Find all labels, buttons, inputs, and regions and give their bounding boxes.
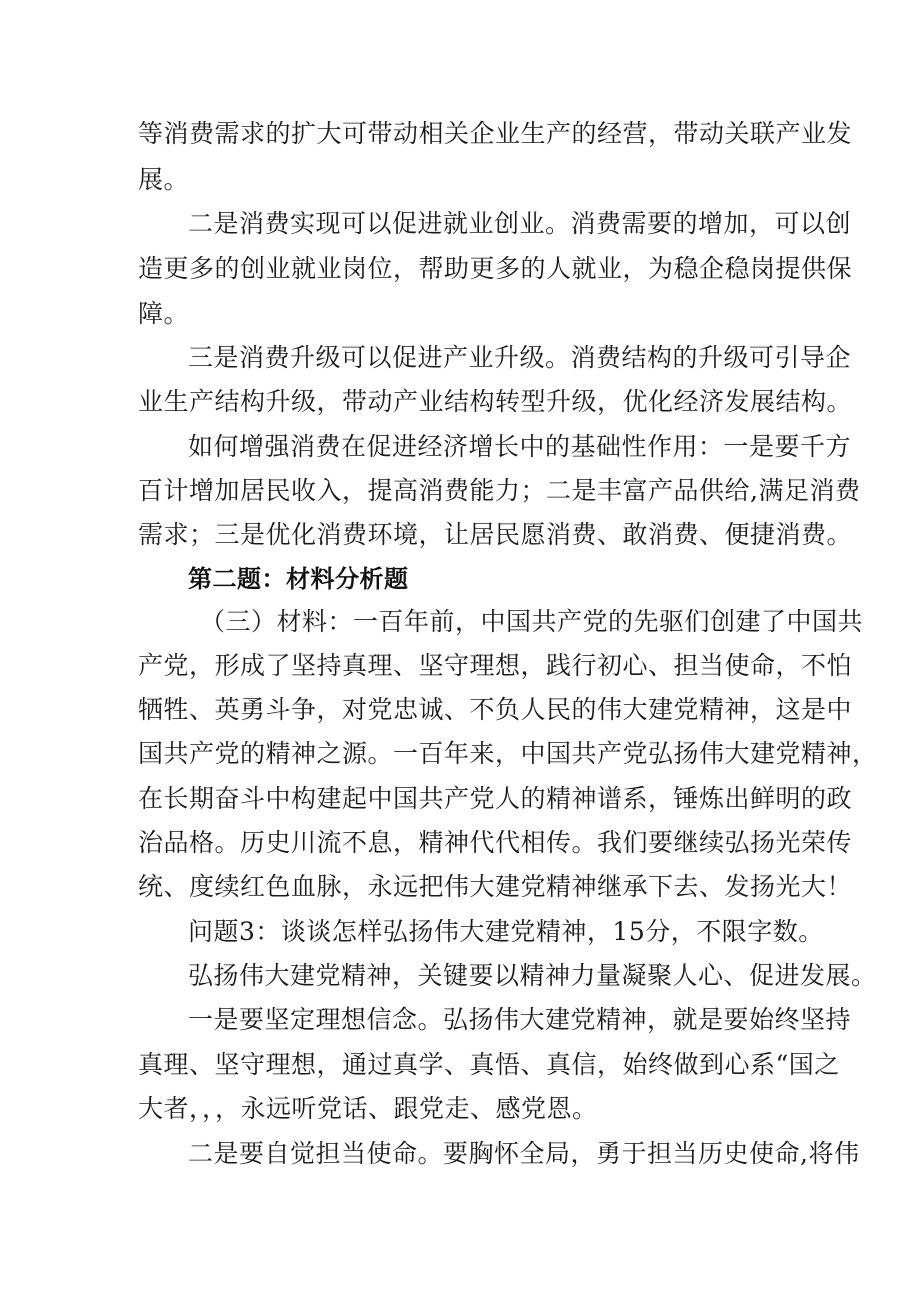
paragraph-line: 大者，，，永远听党话、跟党走、感党恩。 xyxy=(138,1094,598,1123)
paragraph-line: 展。 xyxy=(138,165,190,194)
paragraph-line: 业生产结构升级，带动产业结构转型升级，优化经济发展结构。 xyxy=(138,387,853,416)
paragraph-line: 产党，形成了坚持真理、坚守理想，践行初心、担当使命，不怕 xyxy=(138,651,853,680)
paragraph-line: 一是要坚定理想信念。弘扬伟大建党精神，就是要始终坚持 xyxy=(188,1005,852,1034)
paragraph-line: 真理、坚守理想，通过真学、真悟、真信，始终做到心系“国之 xyxy=(138,1050,840,1079)
paragraph-line: 弘扬伟大建党精神，关键要以精神力量凝聚人心、促进发展。 xyxy=(188,961,877,990)
paragraph-line: （三）材料：一百年前，中国共产党的先驱们创建了中国共 xyxy=(200,607,864,636)
paragraph-line: 百计增加居民收入，提高消费能力；二是丰富产品供给,满足消费 xyxy=(138,476,861,505)
paragraph-line: 在长期奋斗中构建起中国共产党人的精神谱系，锤炼出鲜明的政 xyxy=(138,784,853,813)
paragraph-line: 治品格。历史川流不息，精神代代相传。我们要继续弘扬光荣传 xyxy=(138,828,853,857)
paragraph-line: 二是要自觉担当使命。要胸怀全局，勇于担当历史使命,将伟 xyxy=(188,1139,860,1168)
paragraph-line: 牺牲、英勇斗争，对党忠诚、不负人民的伟大建党精神，这是中 xyxy=(138,695,853,724)
paragraph-line: 国共产党的精神之源。一百年来，中国共产党弘扬伟大建党精神， xyxy=(138,739,878,768)
paragraph-line: 如何增强消费在促进经济增长中的基础性作用：一是要千方 xyxy=(188,432,852,461)
paragraph-line: 三是消费升级可以促进产业升级。消费结构的升级可引导企 xyxy=(188,343,852,372)
paragraph-line: 需求；三是优化消费环境，让居民愿消费、敢消费、便捷消费。 xyxy=(138,520,853,549)
paragraph-line: 统、度续红色血脉，永远把伟大建党精神继承下去、发扬光大！ xyxy=(138,872,853,901)
section-heading: 第二题：材料分析题 xyxy=(188,565,409,593)
paragraph-line: 二是消费实现可以促进就业创业。消费需要的增加，可以创 xyxy=(188,209,852,238)
paragraph-line: 障。 xyxy=(138,299,190,328)
question-line: 问题3：谈谈怎样弘扬伟大建党精神，15分，不限字数。 xyxy=(188,917,824,946)
paragraph-line: 造更多的创业就业岗位，帮助更多的人就业，为稳企稳岗提供保 xyxy=(138,254,853,283)
paragraph-line: 等消费需求的扩大可带动相关企业生产的经营，带动关联产业发 xyxy=(138,119,853,148)
